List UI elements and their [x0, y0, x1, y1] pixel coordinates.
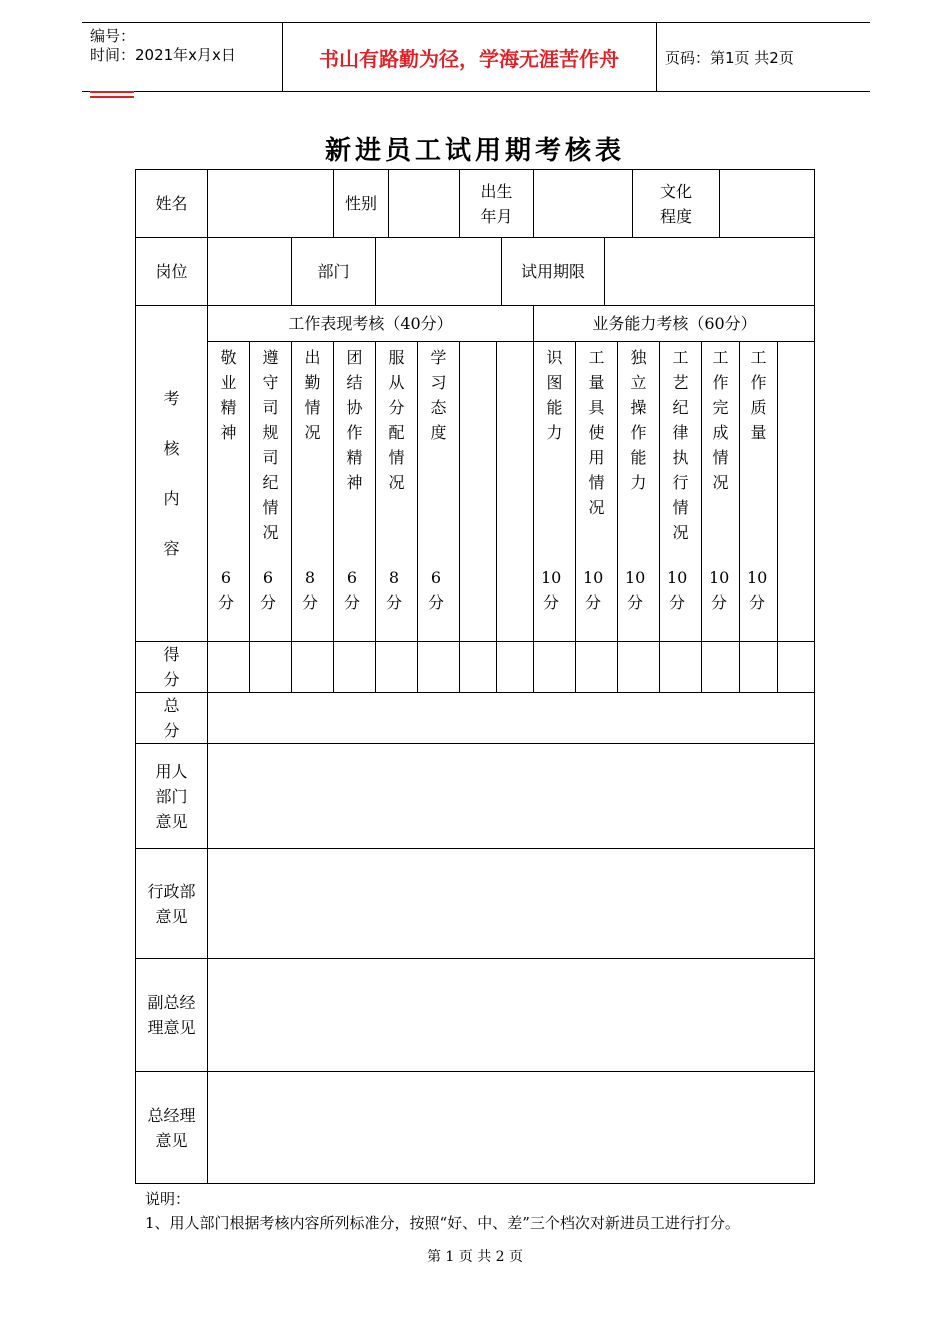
standard-score: 6分	[427, 568, 444, 612]
score-cell[interactable]	[291, 641, 333, 692]
standard-score: 10分	[709, 568, 730, 612]
position-label: 岗位	[135, 237, 207, 305]
standard-score: 6分	[259, 568, 276, 612]
criterion-label: 团结协作精神	[346, 348, 363, 492]
dept-opinion-field[interactable]	[207, 743, 815, 848]
time-label: 时间：2021年x月x日	[90, 46, 236, 64]
criterion-column-blank	[496, 341, 533, 641]
score-cell[interactable]	[207, 641, 249, 692]
criterion-label: 出勤情况	[304, 348, 321, 442]
score-cell[interactable]	[659, 641, 701, 692]
dept-opinion-text: 用人部门意见	[155, 761, 188, 831]
score-row-label	[135, 641, 207, 692]
criterion-label: 工量具使用情况	[588, 348, 605, 517]
score-cell[interactable]	[533, 641, 575, 692]
standard-score: 6分	[343, 568, 360, 612]
admin-opinion-label	[135, 848, 207, 958]
page-header	[82, 22, 870, 92]
position-field[interactable]	[207, 237, 291, 305]
assessment-side-text: 考核内容	[163, 388, 180, 558]
score-cell[interactable]	[739, 641, 777, 692]
standard-score: 6分	[217, 568, 234, 612]
criterion-label: 工艺纪律执行情况	[672, 348, 689, 542]
work-header: 工作表现考核（40分）	[207, 305, 533, 341]
criterion-label: 遵守司规司纪情况	[262, 348, 279, 542]
birth-label: 出生年月	[459, 169, 533, 237]
standard-score: 10分	[625, 568, 646, 612]
education-label: 文化程度	[632, 169, 719, 237]
score-cell[interactable]	[575, 641, 617, 692]
deputy-opinion-label	[135, 958, 207, 1071]
name-field[interactable]	[207, 169, 333, 237]
standard-score: 10分	[583, 568, 604, 612]
gm-opinion-text: 总经理意见	[147, 1106, 196, 1150]
gender-label: 性别	[333, 169, 388, 237]
standard-score: 10分	[747, 568, 768, 612]
criterion-label: 独立操作能力	[630, 348, 647, 492]
period-label: 试用期限	[501, 237, 604, 305]
header-page-cell	[657, 23, 870, 91]
criterion-label: 学习态度	[430, 348, 447, 442]
admin-opinion-field[interactable]	[207, 848, 815, 958]
admin-opinion-text: 行政部意见	[147, 881, 196, 926]
standard-score: 10分	[541, 568, 562, 612]
name-label: 姓名	[135, 169, 207, 237]
criterion-label: 识图能力	[546, 348, 563, 442]
score-cell[interactable]	[333, 641, 375, 692]
criterion-label: 工作完成情况	[712, 348, 729, 492]
score-cell[interactable]	[249, 641, 291, 692]
page-info: 页码：第1页 共2页	[665, 48, 794, 67]
total-row-text: 总分	[163, 696, 180, 740]
gm-opinion-field[interactable]	[207, 1071, 815, 1184]
score-cell[interactable]	[496, 641, 533, 692]
gender-field[interactable]	[388, 169, 459, 237]
criterion-column-blank	[777, 341, 815, 641]
standard-score: 8分	[301, 568, 318, 612]
header-motto-cell	[282, 23, 657, 91]
criterion-column-blank	[459, 341, 496, 641]
header-meta-cell	[82, 23, 283, 91]
score-cell[interactable]	[777, 641, 815, 692]
total-field[interactable]	[207, 692, 815, 743]
education-field[interactable]	[719, 169, 815, 237]
score-cell[interactable]	[701, 641, 739, 692]
motto-text: 书山有路勤为径，学海无涯苦作舟	[319, 46, 619, 71]
score-cell[interactable]	[459, 641, 496, 692]
notes-title: 说明：	[145, 1190, 191, 1208]
deputy-opinion-text: 副总经理意见	[147, 993, 196, 1037]
birth-field[interactable]	[533, 169, 632, 237]
criterion-label: 敬业精神	[220, 348, 237, 442]
gm-opinion-label	[135, 1071, 207, 1184]
page-footer: 第 1 页 共 2 页	[426, 1249, 524, 1265]
criterion-label: 服从分配情况	[388, 348, 405, 492]
score-cell[interactable]	[617, 641, 659, 692]
notes-item-1: 1、用人部门根据考核内容所列标准分，按照“好、中、差”三个档次对新进员工进行打分。	[145, 1214, 740, 1232]
skill-header: 业务能力考核（60分）	[533, 305, 815, 341]
red-rule-top	[90, 91, 134, 93]
red-rule-bottom	[90, 96, 134, 98]
dept-opinion-label	[135, 743, 207, 848]
period-field[interactable]	[604, 237, 815, 305]
deputy-opinion-field[interactable]	[207, 958, 815, 1071]
standard-score: 8分	[385, 568, 402, 612]
score-cell[interactable]	[417, 641, 459, 692]
department-field[interactable]	[375, 237, 501, 305]
total-row-label	[135, 692, 207, 743]
standard-score: 10分	[667, 568, 688, 612]
assessment-side-label	[135, 305, 207, 641]
form-title: 新进员工试用期考核表	[324, 136, 625, 166]
number-label: 编号：	[90, 27, 136, 45]
criterion-label: 工作质量	[750, 348, 767, 442]
score-row-text: 得分	[163, 645, 180, 689]
department-label: 部门	[291, 237, 375, 305]
score-cell[interactable]	[375, 641, 417, 692]
